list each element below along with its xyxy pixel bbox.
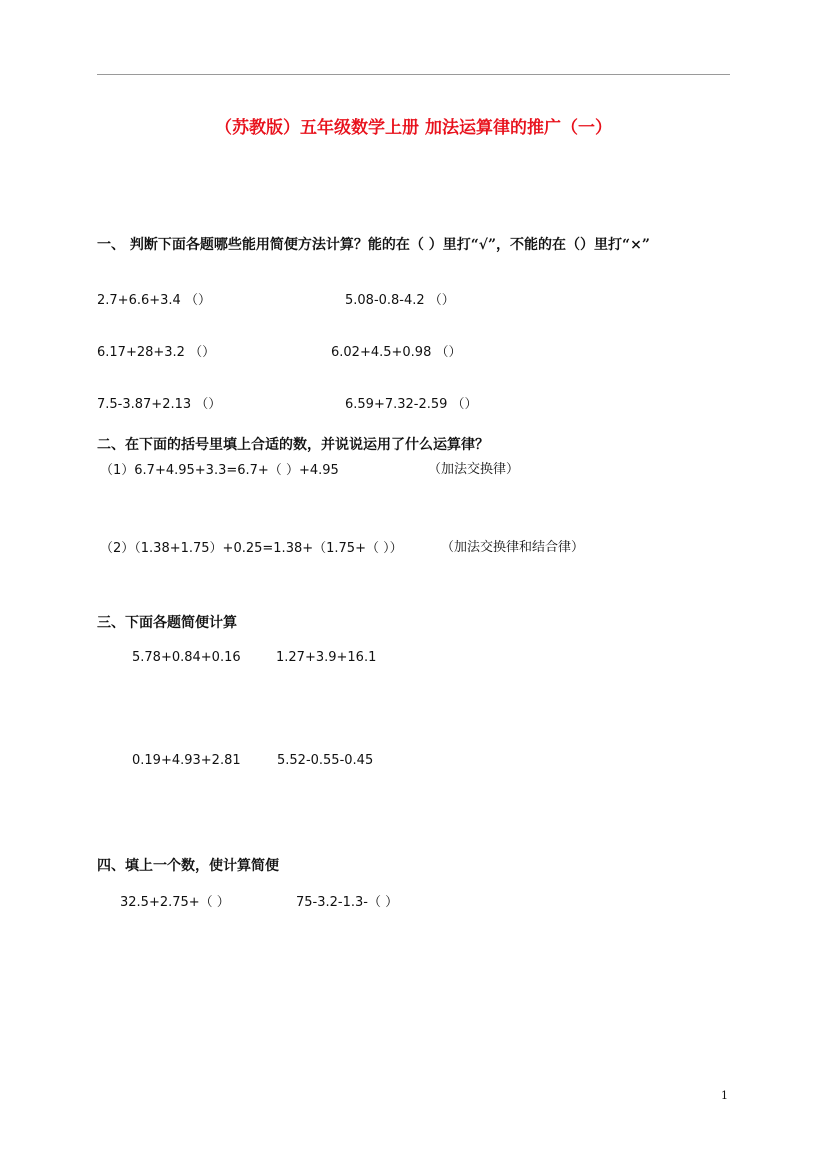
- section-1-heading: 一、 判断下面各题哪些能用简便方法计算？能的在（ ）里打“√”，不能的在（）里打“×”: [97, 237, 650, 253]
- section-4-heading: 四、填上一个数，使计算简便: [97, 858, 279, 874]
- s3-item-1: 5.78+0.84+0.16: [132, 650, 241, 665]
- s1-item-4: 6.02+4.5+0.98 （）: [331, 345, 462, 360]
- s3-item-3: 0.19+4.93+2.81: [132, 753, 241, 768]
- s1-item-6: 6.59+7.32-2.59 （）: [345, 397, 478, 412]
- s3-item-2: 1.27+3.9+16.1: [276, 650, 377, 665]
- s2-item-1-expr: （1）6.7+4.95+3.3=6.7+（ ）+4.95: [100, 463, 339, 478]
- header-rule: [97, 74, 730, 75]
- s2-item-1-law: （加法交换律）: [428, 462, 520, 477]
- s2-item-2-expr: （2）（1.38+1.75）+0.25=1.38+（1.75+（ ））: [100, 541, 403, 556]
- s4-item-2: 75-3.2-1.3-（ ）: [296, 895, 399, 910]
- s1-item-1: 2.7+6.6+3.4 （）: [97, 293, 211, 308]
- s2-item-2-law: （加法交换律和结合律）: [441, 540, 585, 555]
- s1-item-2: 5.08-0.8-4.2 （）: [345, 293, 455, 308]
- section-3-heading: 三、下面各题简便计算: [97, 615, 237, 631]
- page-number: 1: [721, 1089, 728, 1102]
- s1-item-5: 7.5-3.87+2.13 （）: [97, 397, 222, 412]
- s3-item-4: 5.52-0.55-0.45: [277, 753, 374, 768]
- s1-item-3: 6.17+28+3.2 （）: [97, 345, 216, 360]
- document-title: （苏教版）五年级数学上册 加法运算律的推广（一）: [215, 118, 612, 138]
- s4-item-1: 32.5+2.75+（ ）: [120, 895, 230, 910]
- section-2-heading: 二、在下面的括号里填上合适的数，并说说运用了什么运算律？: [97, 437, 489, 453]
